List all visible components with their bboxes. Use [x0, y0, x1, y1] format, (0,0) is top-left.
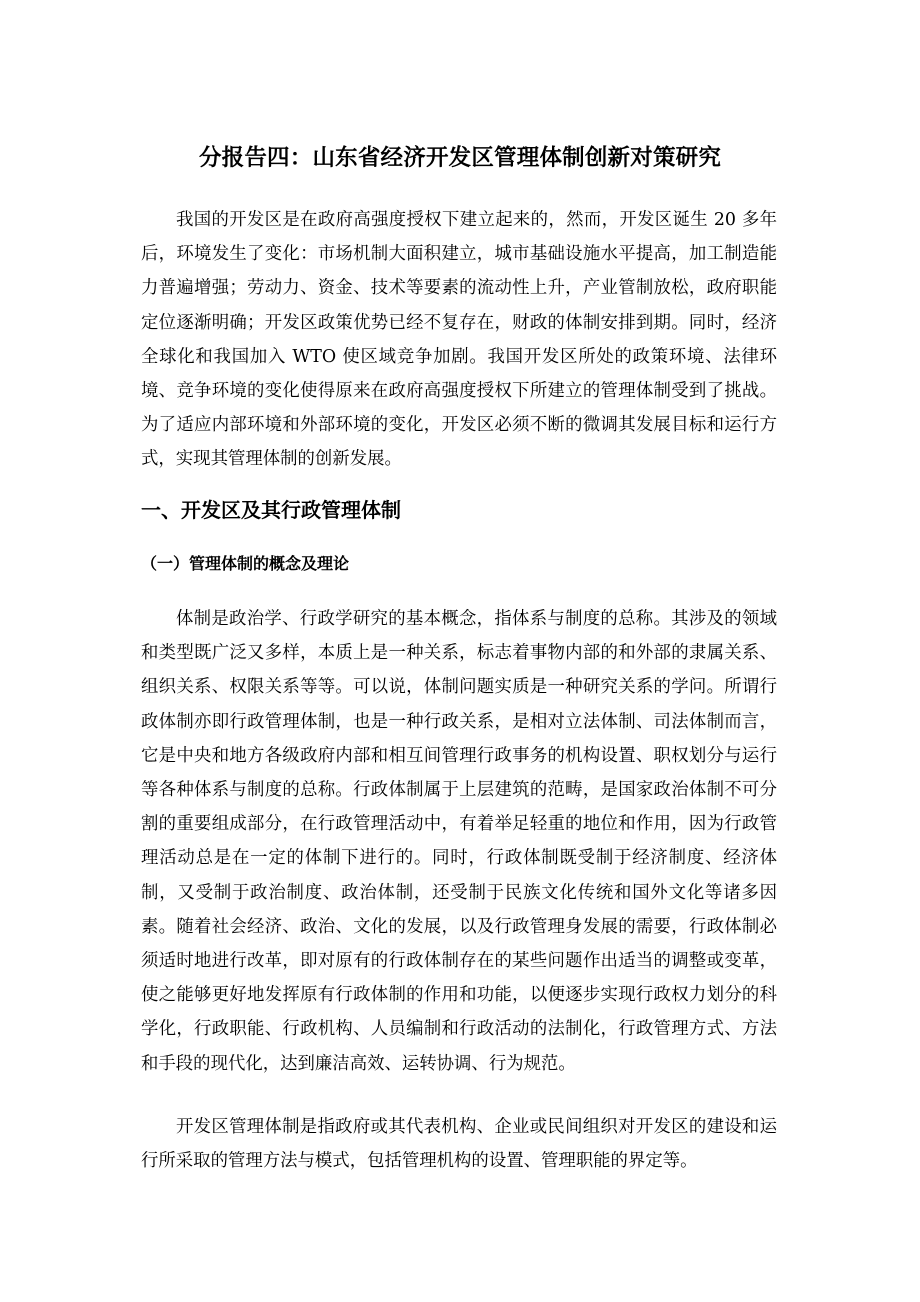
report-title: 分报告四：山东省经济开发区管理体制创新对策研究	[198, 145, 722, 171]
body-paragraph-institution-concept: 体制是政治学、行政学研究的基本概念，指体系与制度的总称。其涉及的领域和类型既广泛又多样，本质上是一种关系，标志着事物内部的和外部的隶属关系、组织关系、权限关系等等。可以说，体制问题实质是一种研究关系的学问。所谓行政体制亦即行政管理体制，也是一种行政关系，是相对立法体制、司法体制而言，它是中央和地方各级政府内部和相互间管理行政事务的机构设置、职权划分与运行等各种体系与制度的总称。行政体制属于上层建筑的范畴，是国家政治体制不可分割的重要组成部分，在行政管理活动中，有着举足轻重的地位和作用，因为行政管理活动总是在一定的体制下进行的。同时，行政体制既受制于经济制度、经济体制，又受制于政治制度、政治体制，还受制于民族文化传统和国外文化等诸多因素。随着社会经济、政治、文化的发展，以及行政管理身发展的需要，行政体制必须适时地进行改革，即对原有的行政体制存在的某些问题作出适当的调整或变革，使之能够更好地发挥原有行政体制的作用和功能，以便逐步实现行政权力划分的科学化，行政职能、行政机构、人员编制和行政活动的法制化，行政管理方式、方法和手段的现代化，达到廉洁高效、运转协调、行为规范。	[141, 609, 777, 1074]
subsection-heading: （一）管理体制的概念及理论	[141, 554, 350, 573]
section-heading: 一、开发区及其行政管理体制	[141, 498, 401, 522]
intro-paragraph: 我国的开发区是在政府高强度授权下建立起来的，然而，开发区诞生 20 多年后，环境发生了变化：市场机制大面积建立，城市基础设施水平提高，加工制造能力普遍增强；劳动力、资金、技术等要素的流动性上升，产业管制放松，政府职能定位逐渐明确；开发区政策优势已经不复存在，财政的体制安排到期。同时，经济全球化和我国加入 WTO 使区域竞争加剧。我国开发区所处的政策环境、法律环境、竞争环境的变化使得原来在政府高强度授权下所建立的管理体制受到了挑战。为了适应内部环境和外部环境的变化，开发区必须不断的微调其发展目标和运行方式，实现其管理体制的创新发展。	[141, 210, 777, 470]
body-paragraph-development-zone-management: 开发区管理体制是指政府或其代表机构、企业或民间组织对开发区的建设和运行所采取的管理方法与模式，包括管理机构的设置、管理职能的界定等。	[141, 1117, 777, 1172]
